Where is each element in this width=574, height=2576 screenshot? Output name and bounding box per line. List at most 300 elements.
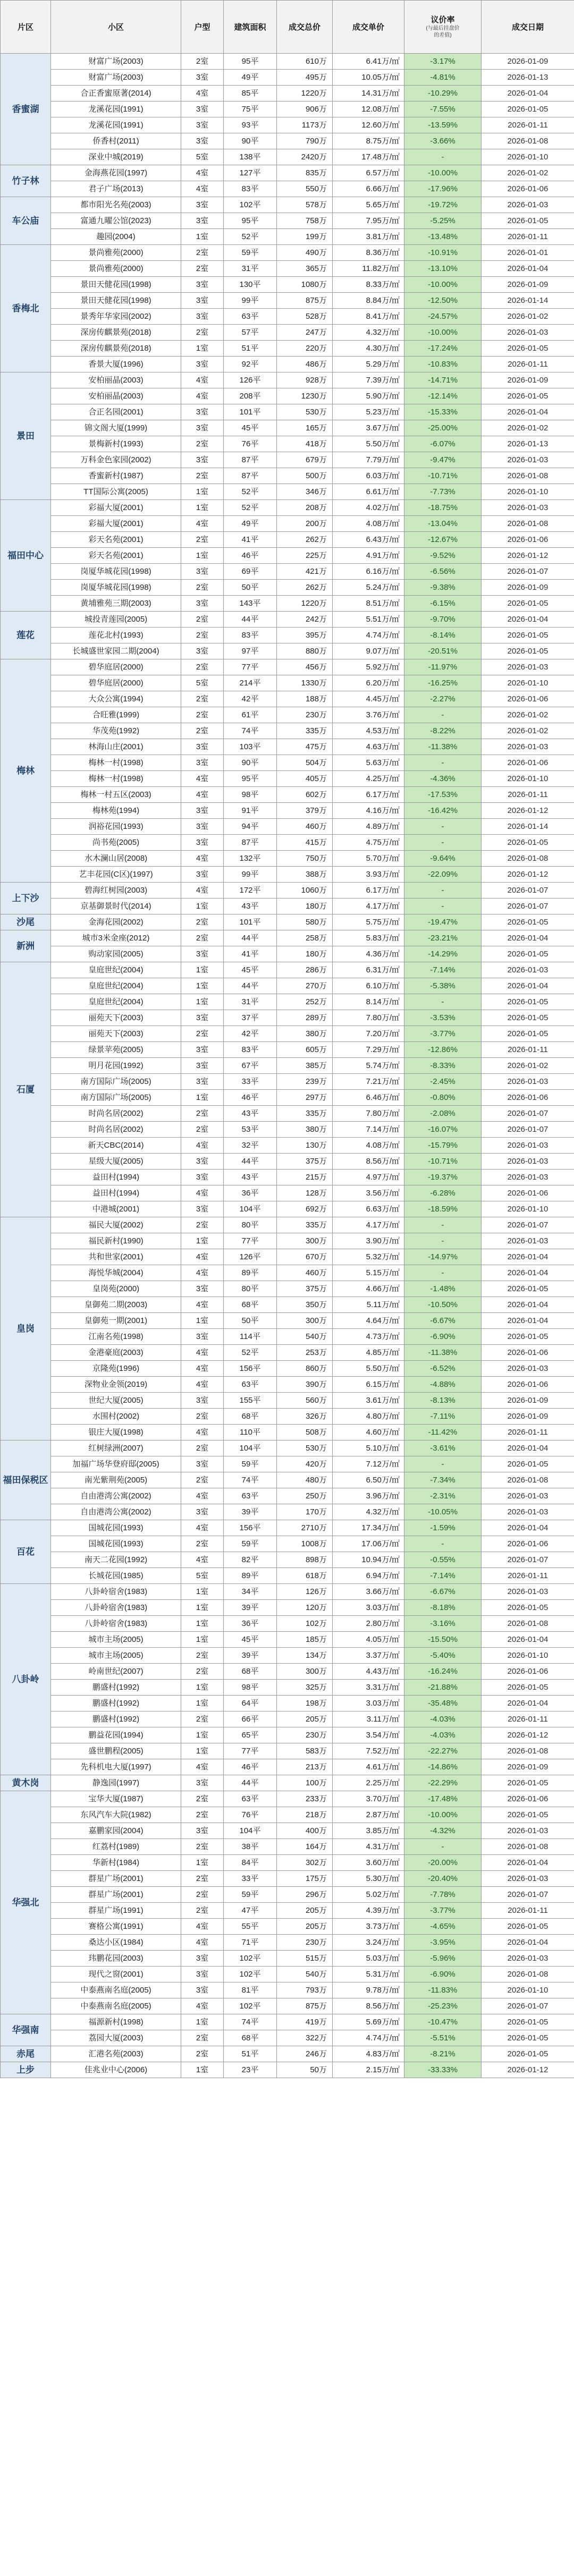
total-price-cell: 875万 [277, 293, 333, 309]
area-cell: 63平 [224, 1791, 277, 1807]
layout-cell: 3室 [181, 133, 224, 149]
community-cell: 梅林一村(1998) [51, 771, 181, 787]
table-row [1, 1201, 574, 1217]
area-cell: 143平 [224, 596, 277, 612]
total-price-cell: 296万 [277, 1887, 333, 1903]
area-cell: 76平 [224, 436, 277, 452]
total-price-cell: 247万 [277, 325, 333, 341]
table-row [1, 659, 574, 675]
table-row [1, 803, 574, 819]
table-row [1, 819, 574, 835]
discount-cell: -22.27% [404, 1743, 482, 1759]
discount-cell: -3.17% [404, 54, 482, 70]
community-cell: 景尚雅苑(2000) [51, 245, 181, 261]
community-cell: 大众公寓(1994) [51, 691, 181, 707]
district-cell: 车公庙 [1, 197, 51, 245]
discount-cell: -20.51% [404, 643, 482, 659]
discount-cell: -4.88% [404, 1377, 482, 1393]
total-price-cell: 560万 [277, 1393, 333, 1409]
area-cell: 126平 [224, 1249, 277, 1265]
layout-cell: 2室 [181, 532, 224, 548]
unit-price-cell: 4.85万/㎡ [333, 1345, 404, 1361]
layout-cell: 4室 [181, 1377, 224, 1393]
table-row [1, 596, 574, 612]
community-cell: 福民大厦(2002) [51, 1217, 181, 1233]
date-cell: 2026-01-05 [482, 835, 574, 851]
district-cell: 梅林 [1, 659, 51, 883]
unit-price-cell: 4.08万/㎡ [333, 516, 404, 532]
layout-cell: 5室 [181, 1568, 224, 1584]
community-cell: 群星广场(1991) [51, 1903, 181, 1919]
area-cell: 104平 [224, 1201, 277, 1217]
date-cell: 2026-01-10 [482, 1648, 574, 1664]
layout-cell: 3室 [181, 1951, 224, 1967]
date-cell: 2026-01-09 [482, 372, 574, 388]
table-row [1, 468, 574, 484]
total-price-cell: 475万 [277, 739, 333, 755]
district-cell: 福田中心 [1, 500, 51, 612]
layout-cell: 1室 [181, 962, 224, 978]
unit-price-cell: 7.79万/㎡ [333, 452, 404, 468]
date-cell: 2026-01-05 [482, 1281, 574, 1297]
date-cell: 2026-01-05 [482, 341, 574, 357]
total-price-cell: 540万 [277, 1329, 333, 1345]
layout-cell: 2室 [181, 245, 224, 261]
district-cell: 石厦 [1, 962, 51, 1217]
total-price-cell: 375万 [277, 1281, 333, 1297]
unit-price-cell: 4.17万/㎡ [333, 899, 404, 914]
discount-cell: -0.55% [404, 1552, 482, 1568]
layout-cell: 4室 [181, 1935, 224, 1951]
area-cell: 114平 [224, 1329, 277, 1345]
total-price-cell: 906万 [277, 101, 333, 117]
area-cell: 77平 [224, 1743, 277, 1759]
total-price-cell: 790万 [277, 133, 333, 149]
unit-price-cell: 4.91万/㎡ [333, 548, 404, 564]
discount-cell: -12.50% [404, 293, 482, 309]
table-row [1, 1090, 574, 1106]
discount-cell: -13.04% [404, 516, 482, 532]
header-area: 建筑面积 [224, 1, 277, 54]
discount-cell: -9.38% [404, 580, 482, 596]
date-cell: 2026-01-04 [482, 1313, 574, 1329]
layout-cell: 1室 [181, 1616, 224, 1632]
area-cell: 132平 [224, 851, 277, 867]
area-cell: 33平 [224, 1074, 277, 1090]
table-row [1, 962, 574, 978]
date-cell: 2026-01-11 [482, 229, 574, 245]
date-cell: 2026-01-08 [482, 1839, 574, 1855]
discount-cell: -22.29% [404, 1775, 482, 1791]
unit-price-cell: 17.34万/㎡ [333, 1520, 404, 1536]
date-cell: 2026-01-11 [482, 1903, 574, 1919]
unit-price-cell: 5.23万/㎡ [333, 404, 404, 420]
discount-cell: -19.47% [404, 914, 482, 930]
date-cell: 2026-01-09 [482, 54, 574, 70]
unit-price-cell: 12.60万/㎡ [333, 117, 404, 133]
total-price-cell: 418万 [277, 436, 333, 452]
date-cell: 2026-01-05 [482, 914, 574, 930]
discount-cell: - [404, 1839, 482, 1855]
total-price-cell: 120万 [277, 1600, 333, 1616]
discount-cell: -24.57% [404, 309, 482, 325]
community-cell: 林海山庄(2001) [51, 739, 181, 755]
community-cell: 彩福大厦(2001) [51, 516, 181, 532]
date-cell: 2026-01-08 [482, 1616, 574, 1632]
header-discount-rate [404, 1, 482, 54]
table-body [1, 54, 574, 2078]
table-row [1, 1409, 574, 1425]
total-price-cell: 419万 [277, 2014, 333, 2030]
discount-cell: -17.24% [404, 341, 482, 357]
area-cell: 31平 [224, 261, 277, 277]
date-cell: 2026-01-05 [482, 1026, 574, 1042]
layout-cell: 2室 [181, 1871, 224, 1887]
community-cell: 锦文阁大厦(1999) [51, 420, 181, 436]
unit-price-cell: 4.60万/㎡ [333, 1425, 404, 1440]
table-row [1, 1680, 574, 1696]
layout-cell: 1室 [181, 500, 224, 516]
discount-cell: -4.36% [404, 771, 482, 787]
total-price-cell: 180万 [277, 946, 333, 962]
community-cell: 岗厦华城花园(1998) [51, 580, 181, 596]
area-cell: 102平 [224, 197, 277, 213]
community-cell: 深业中城(2019) [51, 149, 181, 165]
community-cell: 盛世鹏程(2005) [51, 1743, 181, 1759]
community-cell: 景尚雅苑(2000) [51, 261, 181, 277]
date-cell: 2026-01-10 [482, 484, 574, 500]
unit-price-cell: 4.17万/㎡ [333, 1217, 404, 1233]
unit-price-cell: 5.29万/㎡ [333, 357, 404, 372]
date-cell: 2026-01-04 [482, 1440, 574, 1456]
layout-cell: 2室 [181, 1711, 224, 1727]
unit-price-cell: 6.17万/㎡ [333, 883, 404, 899]
date-cell: 2026-01-03 [482, 1361, 574, 1377]
unit-price-cell: 6.16万/㎡ [333, 564, 404, 580]
total-price-cell: 205万 [277, 1903, 333, 1919]
table-row [1, 261, 574, 277]
total-price-cell: 270万 [277, 978, 333, 994]
community-cell: 玮鹏花园(2003) [51, 1951, 181, 1967]
discount-cell: - [404, 883, 482, 899]
unit-price-cell: 3.24万/㎡ [333, 1935, 404, 1951]
discount-cell: -2.27% [404, 691, 482, 707]
unit-price-cell: 4.89万/㎡ [333, 819, 404, 835]
total-price-cell: 460万 [277, 1265, 333, 1281]
date-cell: 2026-01-09 [482, 277, 574, 293]
discount-cell: -7.34% [404, 1472, 482, 1488]
unit-price-cell: 6.43万/㎡ [333, 532, 404, 548]
discount-cell: -10.00% [404, 165, 482, 181]
total-price-cell: 102万 [277, 1616, 333, 1632]
unit-price-cell: 5.75万/㎡ [333, 914, 404, 930]
discount-cell: -2.08% [404, 1106, 482, 1122]
unit-price-cell: 9.78万/㎡ [333, 1982, 404, 1998]
total-price-cell: 380万 [277, 1122, 333, 1138]
community-cell: 加福广场华登府邸(2005) [51, 1456, 181, 1472]
unit-price-cell: 4.31万/㎡ [333, 1839, 404, 1855]
community-cell: 城市主场(2005) [51, 1632, 181, 1648]
area-cell: 45平 [224, 962, 277, 978]
community-cell: 宝华大厦(1987) [51, 1791, 181, 1807]
unit-price-cell: 3.61万/㎡ [333, 1393, 404, 1409]
unit-price-cell: 3.73万/㎡ [333, 1919, 404, 1935]
table-row [1, 2046, 574, 2062]
total-price-cell: 205万 [277, 1919, 333, 1935]
layout-cell: 4室 [181, 883, 224, 899]
area-cell: 44平 [224, 1154, 277, 1170]
date-cell: 2026-01-05 [482, 1329, 574, 1345]
layout-cell: 3室 [181, 835, 224, 851]
community-cell: 富通九曜公馆(2023) [51, 213, 181, 229]
discount-cell: - [404, 835, 482, 851]
date-cell: 2026-01-03 [482, 659, 574, 675]
total-price-cell: 504万 [277, 755, 333, 771]
layout-cell: 4室 [181, 1488, 224, 1504]
total-price-cell: 134万 [277, 1648, 333, 1664]
layout-cell: 4室 [181, 1425, 224, 1440]
unit-price-cell: 3.54万/㎡ [333, 1727, 404, 1743]
layout-cell: 4室 [181, 372, 224, 388]
layout-cell: 4室 [181, 851, 224, 867]
discount-cell: -10.71% [404, 468, 482, 484]
unit-price-cell: 4.30万/㎡ [333, 341, 404, 357]
total-price-cell: 170万 [277, 1504, 333, 1520]
discount-cell: -5.38% [404, 978, 482, 994]
total-price-cell: 297万 [277, 1090, 333, 1106]
table-row [1, 404, 574, 420]
total-price-cell: 335万 [277, 1217, 333, 1233]
unit-price-cell: 6.94万/㎡ [333, 1568, 404, 1584]
discount-cell: -0.80% [404, 1090, 482, 1106]
header-community: 小区 [51, 1, 181, 54]
community-cell: TT国际公寓(2005) [51, 484, 181, 500]
discount-cell: -15.50% [404, 1632, 482, 1648]
header-unit-price: 成交单价 [333, 1, 404, 54]
layout-cell: 4室 [181, 1185, 224, 1201]
date-cell: 2026-01-03 [482, 1504, 574, 1520]
total-price-cell: 1220万 [277, 86, 333, 101]
community-cell: 城市主场(2005) [51, 1648, 181, 1664]
total-price-cell: 300万 [277, 1664, 333, 1680]
date-cell: 2026-01-07 [482, 1106, 574, 1122]
layout-cell: 3室 [181, 213, 224, 229]
table-row [1, 2030, 574, 2046]
layout-cell: 3室 [181, 117, 224, 133]
area-cell: 172平 [224, 883, 277, 899]
table-row [1, 675, 574, 691]
date-cell: 2026-01-02 [482, 309, 574, 325]
table-row [1, 1791, 574, 1807]
community-cell: 深物业金领(2019) [51, 1377, 181, 1393]
area-cell: 53平 [224, 1122, 277, 1138]
area-cell: 66平 [224, 1711, 277, 1727]
discount-cell: -2.31% [404, 1488, 482, 1504]
layout-cell: 2室 [181, 2046, 224, 2062]
discount-cell: -20.00% [404, 1855, 482, 1871]
unit-price-cell: 7.52万/㎡ [333, 1743, 404, 1759]
area-cell: 94平 [224, 819, 277, 835]
layout-cell: 2室 [181, 707, 224, 723]
unit-price-cell: 5.02万/㎡ [333, 1887, 404, 1903]
total-price-cell: 490万 [277, 245, 333, 261]
layout-cell: 2室 [181, 1807, 224, 1823]
unit-price-cell: 14.31万/㎡ [333, 86, 404, 101]
area-cell: 98平 [224, 787, 277, 803]
layout-cell: 3室 [181, 1393, 224, 1409]
discount-cell: -8.13% [404, 1393, 482, 1409]
discount-cell: -10.00% [404, 325, 482, 341]
layout-cell: 3室 [181, 1504, 224, 1520]
table-row [1, 436, 574, 452]
total-price-cell: 880万 [277, 643, 333, 659]
layout-cell: 3室 [181, 1775, 224, 1791]
table-row [1, 1967, 574, 1982]
date-cell: 2026-01-04 [482, 261, 574, 277]
area-cell: 75平 [224, 101, 277, 117]
community-cell: 龙溪花园(1991) [51, 117, 181, 133]
unit-price-cell: 8.41万/㎡ [333, 309, 404, 325]
unit-price-cell: 7.29万/㎡ [333, 1042, 404, 1058]
layout-cell: 1室 [181, 1233, 224, 1249]
discount-cell: -7.14% [404, 1568, 482, 1584]
area-cell: 63平 [224, 309, 277, 325]
area-cell: 95平 [224, 54, 277, 70]
table-row [1, 1648, 574, 1664]
total-price-cell: 405万 [277, 771, 333, 787]
layout-cell: 2室 [181, 325, 224, 341]
table-row [1, 1982, 574, 1998]
unit-price-cell: 8.14万/㎡ [333, 994, 404, 1010]
community-cell: 鹏益花园(1994) [51, 1727, 181, 1743]
total-price-cell: 420万 [277, 1456, 333, 1472]
total-price-cell: 495万 [277, 70, 333, 86]
discount-cell: -6.07% [404, 436, 482, 452]
community-cell: 莲花北村(1993) [51, 628, 181, 643]
table-row [1, 1170, 574, 1185]
date-cell: 2026-01-05 [482, 946, 574, 962]
unit-price-cell: 6.63万/㎡ [333, 1201, 404, 1217]
unit-price-cell: 4.36万/㎡ [333, 946, 404, 962]
unit-price-cell: 7.21万/㎡ [333, 1074, 404, 1090]
unit-price-cell: 5.90万/㎡ [333, 388, 404, 404]
community-cell: 赛格公寓(1991) [51, 1919, 181, 1935]
total-price-cell: 530万 [277, 404, 333, 420]
area-cell: 59平 [224, 1887, 277, 1903]
community-cell: 国城花园(1993) [51, 1536, 181, 1552]
total-price-cell: 180万 [277, 899, 333, 914]
district-cell: 香梅北 [1, 245, 51, 372]
total-price-cell: 540万 [277, 1967, 333, 1982]
date-cell: 2026-01-04 [482, 1249, 574, 1265]
date-cell: 2026-01-04 [482, 612, 574, 628]
header-district: 片区 [1, 1, 51, 54]
area-cell: 45平 [224, 1632, 277, 1648]
date-cell: 2026-01-03 [482, 1584, 574, 1600]
total-price-cell: 583万 [277, 1743, 333, 1759]
total-price-cell: 126万 [277, 1584, 333, 1600]
total-price-cell: 875万 [277, 1998, 333, 2014]
layout-cell: 3室 [181, 1154, 224, 1170]
community-cell: 银庄大厦(1998) [51, 1425, 181, 1440]
table-row [1, 1600, 574, 1616]
discount-cell: -10.91% [404, 245, 482, 261]
table-row [1, 149, 574, 165]
table-row [1, 1951, 574, 1967]
community-cell: 自由港湾公寓(2002) [51, 1488, 181, 1504]
total-price-cell: 233万 [277, 1791, 333, 1807]
unit-price-cell: 3.85万/㎡ [333, 1823, 404, 1839]
total-price-cell: 758万 [277, 213, 333, 229]
layout-cell: 3室 [181, 197, 224, 213]
layout-cell: 3室 [181, 357, 224, 372]
total-price-cell: 289万 [277, 1010, 333, 1026]
discount-cell: -18.59% [404, 1201, 482, 1217]
layout-cell: 4室 [181, 86, 224, 101]
community-cell: 君子广场(2013) [51, 181, 181, 197]
date-cell: 2026-01-11 [482, 1711, 574, 1727]
community-cell: 南光紫荆苑(2005) [51, 1472, 181, 1488]
community-cell: 时尚名居(2002) [51, 1122, 181, 1138]
area-cell: 42平 [224, 1026, 277, 1042]
discount-cell: -7.11% [404, 1409, 482, 1425]
unit-price-cell: 4.74万/㎡ [333, 628, 404, 643]
layout-cell: 2室 [181, 1536, 224, 1552]
area-cell: 82平 [224, 1552, 277, 1568]
table-row [1, 899, 574, 914]
date-cell: 2026-01-03 [482, 1871, 574, 1887]
discount-cell: -3.95% [404, 1935, 482, 1951]
date-cell: 2026-01-06 [482, 181, 574, 197]
area-cell: 97平 [224, 643, 277, 659]
area-cell: 23平 [224, 2062, 277, 2078]
district-cell: 新洲 [1, 930, 51, 962]
unit-price-cell: 7.20万/㎡ [333, 1026, 404, 1042]
area-cell: 44平 [224, 978, 277, 994]
date-cell: 2026-01-06 [482, 1345, 574, 1361]
date-cell: 2026-01-04 [482, 404, 574, 420]
layout-cell: 3室 [181, 755, 224, 771]
table-row [1, 1775, 574, 1791]
layout-cell: 4室 [181, 165, 224, 181]
area-cell: 101平 [224, 914, 277, 930]
total-price-cell: 198万 [277, 1696, 333, 1711]
table-row [1, 117, 574, 133]
table-row [1, 500, 574, 516]
date-cell: 2026-01-04 [482, 978, 574, 994]
area-cell: 138平 [224, 149, 277, 165]
community-cell: 红荔村(1989) [51, 1839, 181, 1855]
layout-cell: 1室 [181, 548, 224, 564]
discount-cell: -4.65% [404, 1919, 482, 1935]
layout-cell: 4室 [181, 1919, 224, 1935]
layout-cell: 3室 [181, 404, 224, 420]
unit-price-cell: 3.81万/㎡ [333, 229, 404, 245]
unit-price-cell: 8.56万/㎡ [333, 1998, 404, 2014]
community-cell: 皇庭世纪(2004) [51, 962, 181, 978]
community-cell: 岭南世纪(2007) [51, 1664, 181, 1680]
unit-price-cell: 3.67万/㎡ [333, 420, 404, 436]
area-cell: 74平 [224, 2014, 277, 2030]
table-row [1, 133, 574, 149]
table-row [1, 277, 574, 293]
total-price-cell: 1330万 [277, 675, 333, 691]
community-cell: 岗厦华城花园(1998) [51, 564, 181, 580]
area-cell: 39平 [224, 1600, 277, 1616]
unit-price-cell: 4.61万/㎡ [333, 1759, 404, 1775]
table-row [1, 420, 574, 436]
discount-cell: -1.48% [404, 1281, 482, 1297]
